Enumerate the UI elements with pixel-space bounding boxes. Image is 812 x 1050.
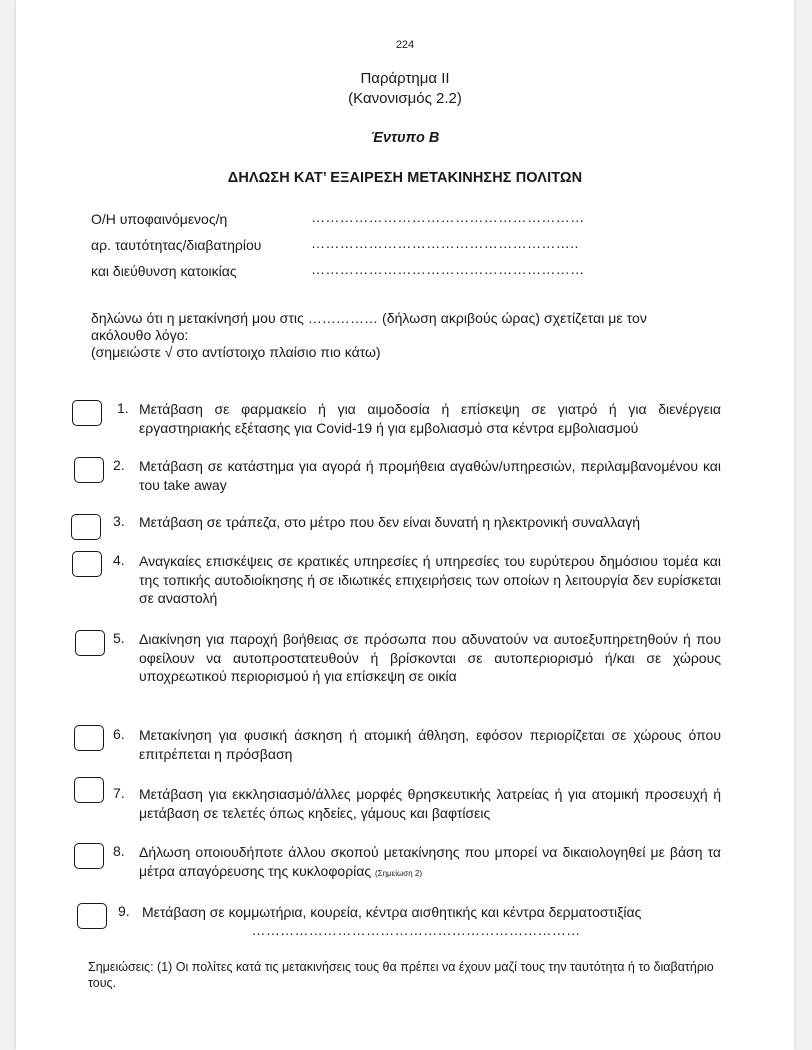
item-text-2: Μετάβαση σε κατάστημα για αγορά ή προμήθεια αγαθών/υπηρεσιών, περιλαμβανομένου και του take away bbox=[139, 458, 721, 493]
field-label-id: αρ. ταυτότητας/διαβατηρίου bbox=[91, 237, 262, 253]
item-number: 7. bbox=[113, 785, 125, 801]
item-text-8 bbox=[139, 843, 721, 883]
checkbox-item-6[interactable] bbox=[74, 725, 104, 751]
item-text-4: Αναγκαίες επισκέψεις σε κρατικές υπηρεσίες ή υπηρεσίες του ευρύτερου δημόσιου τομέα και της τοπικής αυτοδιοίκησης ή σε ιδιωτικές επιχειρήσεις των οποίων η λειτουργία δεν ευρίσκεται σε αναστολή bbox=[139, 553, 721, 606]
footnotes: Σημειώσεις: (1) Οι πολίτες κατά τις μετακινήσεις τους θα πρέπει να έχουν μαζί τους την ταυτότητα ή το διαβατήριο τους. bbox=[88, 960, 714, 990]
main-heading: ΔΗΛΩΣΗ ΚΑΤ’ ΕΞΑΙΡΕΣΗ ΜΕΤΑΚΙΝΗΣΗΣ ΠΟΛΙΤΩΝ bbox=[227, 170, 583, 186]
item-9-dots[interactable]: …………………………………………………………… bbox=[251, 922, 581, 938]
item-text-6: Μετακίνηση για φυσική άσκηση ή ατομική άθληση, εφόσον περιορίζεται σε χώρους όπου επιτρέπεται η πρόσβαση bbox=[139, 727, 721, 762]
item-text-1: Μετάβαση σε φαρμακείο ή για αιμοδοσία ή επίσκεψη σε γιατρό ή για διενέργεια εργαστηριακής εξέτασης για Covid-19 ή για εμβολιασμό στα κέντρα εμβολιασμού bbox=[139, 401, 721, 436]
item-text-9: Μετάβαση σε κομμωτήρια, κουρεία, κέντρα αισθητικής και κέντρα δερματοστιξίας bbox=[142, 904, 642, 920]
item-number: 2. bbox=[113, 457, 125, 473]
form-title: Έντυπο Β bbox=[370, 130, 440, 146]
item-text-3: Μετάβαση σε τράπεζα, στο μέτρο που δεν είναι δυνατή η ηλεκτρονική συναλλαγή bbox=[139, 514, 641, 530]
checkbox-item-2[interactable] bbox=[74, 457, 104, 483]
field-label-address: και διεύθυνση κατοικίας bbox=[91, 263, 237, 279]
declaration-line-2: ακόλουθο λόγο: bbox=[91, 327, 189, 343]
item-text-7: Μετάβαση για εκκλησιασμό/άλλες μορφές θρησκευτικής λατρείας ή για ατομική προσευχή ή μετάβαση σε τελετές όπως κηδείες, γάμους και βαφτίσεις bbox=[139, 786, 721, 821]
declaration-instruction: (σημειώστε √ στο αντίστοιχο πλαίσιο πιο κάτω) bbox=[91, 344, 381, 360]
checkbox-item-1[interactable] bbox=[72, 400, 102, 426]
checkbox-item-3[interactable] bbox=[71, 514, 101, 540]
item-number: 3. bbox=[113, 513, 125, 529]
field-label-name: Ο/Η υποφαινόμενος/η bbox=[91, 211, 228, 227]
field-dots-name[interactable]: ………………………………………………… bbox=[311, 209, 585, 225]
field-dots-id[interactable]: ……………………………………………….. bbox=[311, 235, 579, 251]
page-number: 224 bbox=[395, 39, 415, 51]
document-page bbox=[16, 0, 794, 1050]
item-number: 5. bbox=[113, 630, 125, 646]
item-number: 4. bbox=[113, 552, 125, 568]
annex-title: Παράρτημα ΙΙ bbox=[360, 70, 450, 87]
checkbox-item-8[interactable] bbox=[74, 843, 104, 869]
item-number: 9. bbox=[118, 903, 130, 919]
checkbox-item-7[interactable] bbox=[74, 777, 104, 803]
item-number: 1. bbox=[117, 400, 129, 416]
checkbox-item-9[interactable] bbox=[77, 903, 107, 929]
checkbox-item-5[interactable] bbox=[75, 630, 105, 656]
checkbox-item-4[interactable] bbox=[72, 551, 102, 577]
item-note-reference: (Σημείωση 2) bbox=[375, 868, 422, 878]
item-text-8-body: Δήλωση οποιουδήποτε άλλου σκοπού μετακίνησης που μπορεί να δικαιολογηθεί με βάση τα μέτρα απαγόρευσης της κυκλοφορίας bbox=[139, 844, 721, 879]
annex-subtitle: (Κανονισμός 2.2) bbox=[348, 90, 462, 107]
item-number: 8. bbox=[113, 843, 125, 859]
item-number: 6. bbox=[113, 726, 125, 742]
item-text-5: Διακίνηση για παροχή βοήθειας σε πρόσωπα που αδυνατούν να αυτοεξυπηρετηθούν ή που οφείλουν να αυτοπροστατευθούν ή βρίσκονται σε αυτοπεριορισμό ή/και σε χώρους υποχρεωτικού περιορισμού ή για επίσκεψη σε οικία bbox=[139, 631, 721, 684]
field-dots-address[interactable]: ………………………………………………… bbox=[311, 261, 585, 277]
declaration-line-1: δηλώνω ότι η μετακίνησή μου στις …………… (δήλωση ακριβούς ώρας) σχετίζεται με τον bbox=[91, 310, 647, 326]
